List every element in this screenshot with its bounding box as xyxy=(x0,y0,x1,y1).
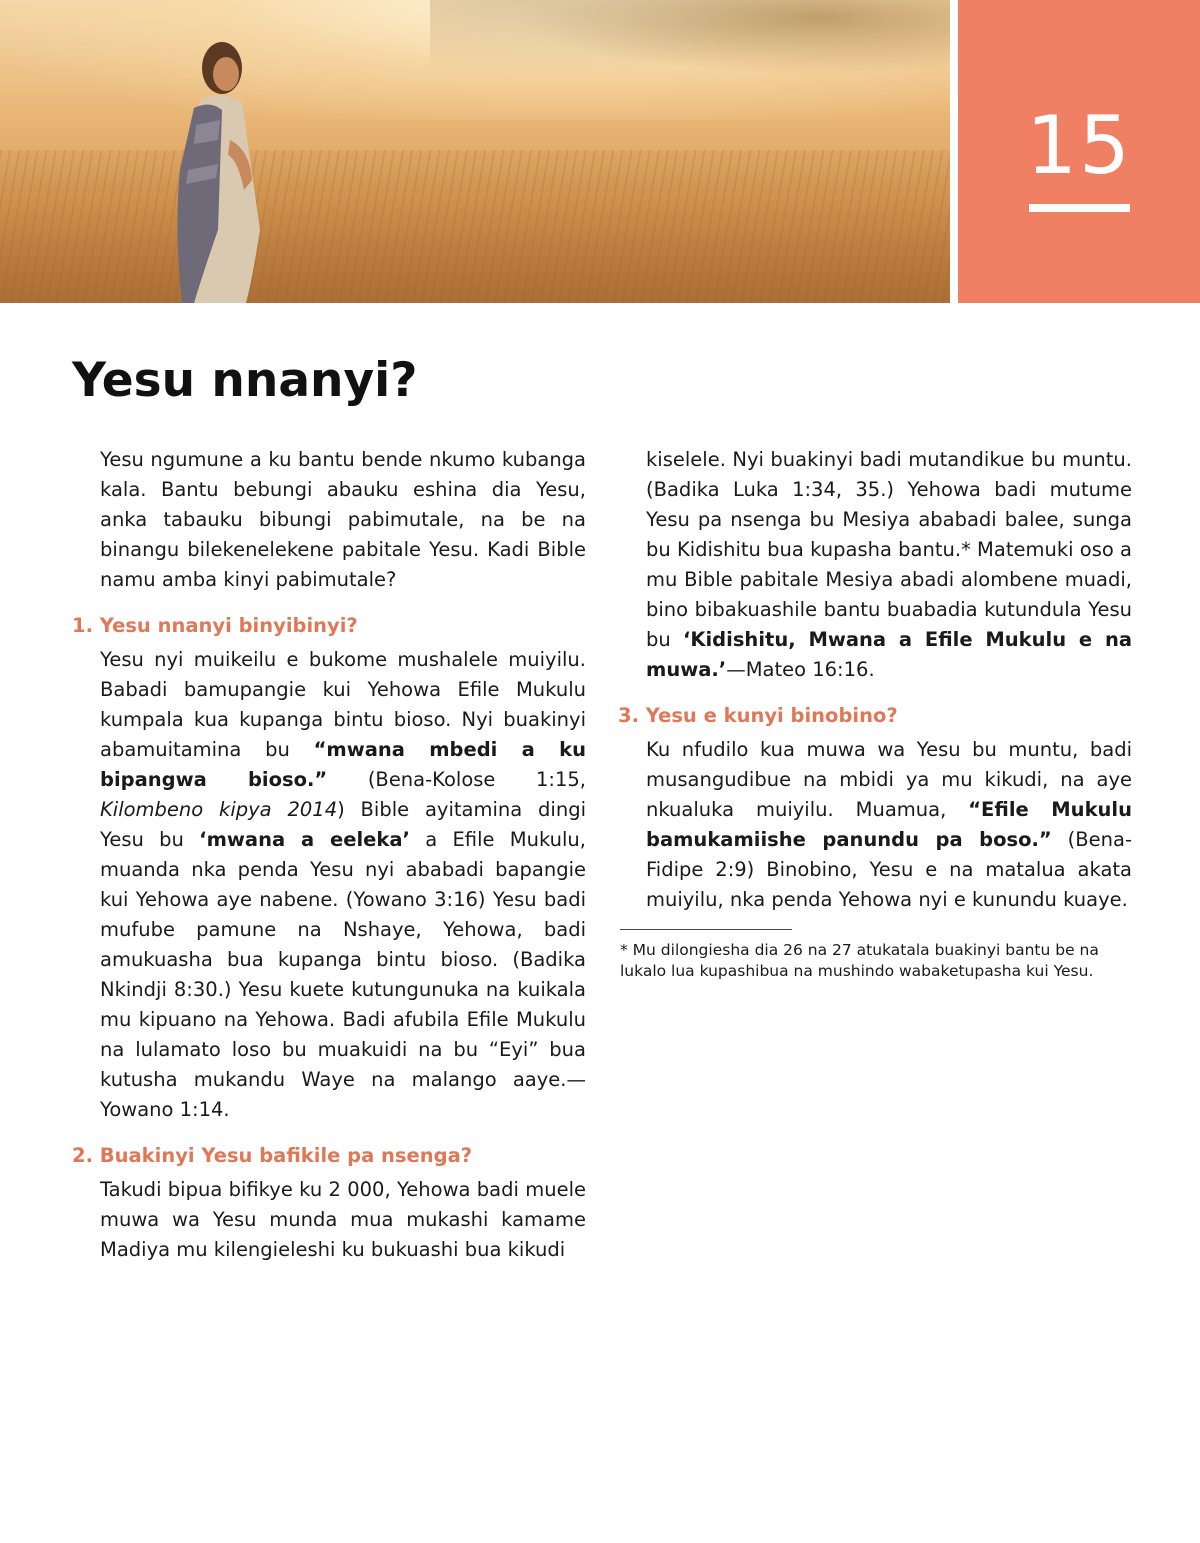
chapter-number-underline xyxy=(1029,204,1130,212)
left-column xyxy=(72,445,587,1265)
quote-firstborn: “mwana mbedi a ku bipangwa bioso.” xyxy=(100,738,587,791)
section-3-paragraph: Ku nfudilo kua muwa wa Yesu bu muntu, badi musangudibue na mbidi ya mu kikudi, na aye nkualuka muiyilu. Muamua, “Efile Mukulu bamukamiishe panundu pa boso.” (Bena-Fidipe 2:9) Binobino, Yesu e na matalua akata muiyilu, nka penda Yehowa nyi e kunundu kuaye. xyxy=(646,738,1132,911)
hero-grass-field xyxy=(0,150,950,303)
right-column xyxy=(618,445,1133,982)
section-2-paragraph: Takudi bipua bifikye ku 2 000, Yehowa badi muele muwa wa Yesu munda mua mukashi kamame Madiya mu kilengieleshi ku bukuashi bua kikudi xyxy=(100,1178,586,1261)
quote-christ: ‘Kidishitu, Mwana a Efile Mukulu e na muwa.’ xyxy=(646,628,1133,681)
bible-translation-ref: Kilombeno kipya 2014 xyxy=(100,798,338,821)
quote-only-begotten: ‘mwana a eeleka’ xyxy=(199,828,410,851)
quote-exalted: “Efile Mukulu bamukamiishe panundu pa boso.” xyxy=(646,798,1132,851)
page-title: Yesu nnanyi? xyxy=(72,353,418,408)
walking-man-figure xyxy=(160,30,280,303)
hero-trees xyxy=(430,0,950,90)
footnote: * Mu dilongiesha dia 26 na 27 atukatala buakinyi bantu be na lukalo lua kupashibua na mushindo wabaketupasha kui Yesu. xyxy=(620,941,1099,980)
section-1-paragraph: Yesu nyi muikeilu e bukome mushalele muiyilu. Babadi bamupangie kui Yehowa Efile Mukulu kumpala kua kupanga bintu bioso. Nyi buakinyi abamuitamina bu “mwana mbedi a ku bipangwa bioso.” (Bena-Kolose 1:15, Kilombeno kipya 2014) Bible ayitamina dingi Yesu bu ‘mwana a eeleka’ a Efile Mukulu, muanda nka penda Yesu nyi ababadi bapangie kui Yehowa aye nabene. (Yowano 3:16) Yesu badi mufube pamune na Nshaye, Yehowa, badi amukuasha bua kupanga bintu bioso. (Badika Nkindji 8:30.) Yesu kuete kutungunuka na kuikala mu kipuano na Yehowa. Badi afubila Efile Mukulu na lulamato loso bu muakuidi na bu “Eyi” bua kutusha mukandu Waye na malango aaye.—Yowano 1:14. xyxy=(100,648,587,1121)
footnote-divider xyxy=(620,929,792,930)
intro-paragraph: Yesu ngumune a ku bantu bende nkumo kubanga kala. Bantu bebungi abauku eshina dia Yesu, anka tabauku bibungi pabimutale, na be na binangu bilekenelekene pabitale Yesu. Kadi Bible namu amba kinyi pabimutale? xyxy=(100,448,586,591)
section-2-paragraph-continued: kiselele. Nyi buakinyi badi mutandikue bu muntu. (Badika Luka 1:34, 35.) Yehowa badi mutume Yesu pa nsenga bu Mesiya ababadi balee, sunga bu Kidishitu bua kupasha bantu.* Matemuki oso a mu Bible pabitale Mesiya abadi alombene muadi, bino bibakuashile bantu buabadia kutundula Yesu bu ‘Kidishitu, Mwana a Efile Mukulu e na muwa.’—Mateo 16:16. xyxy=(646,448,1133,681)
section-1-heading: 1. Yesu nnanyi binyibinyi? xyxy=(72,614,358,637)
section-3-heading: 3. Yesu e kunyi binobino? xyxy=(618,704,898,727)
chapter-number-box xyxy=(958,0,1200,303)
section-2-heading: 2. Buakinyi Yesu bafikile pa nsenga? xyxy=(72,1144,473,1167)
chapter-number: 15 xyxy=(1026,99,1132,192)
hero-image xyxy=(0,0,950,303)
